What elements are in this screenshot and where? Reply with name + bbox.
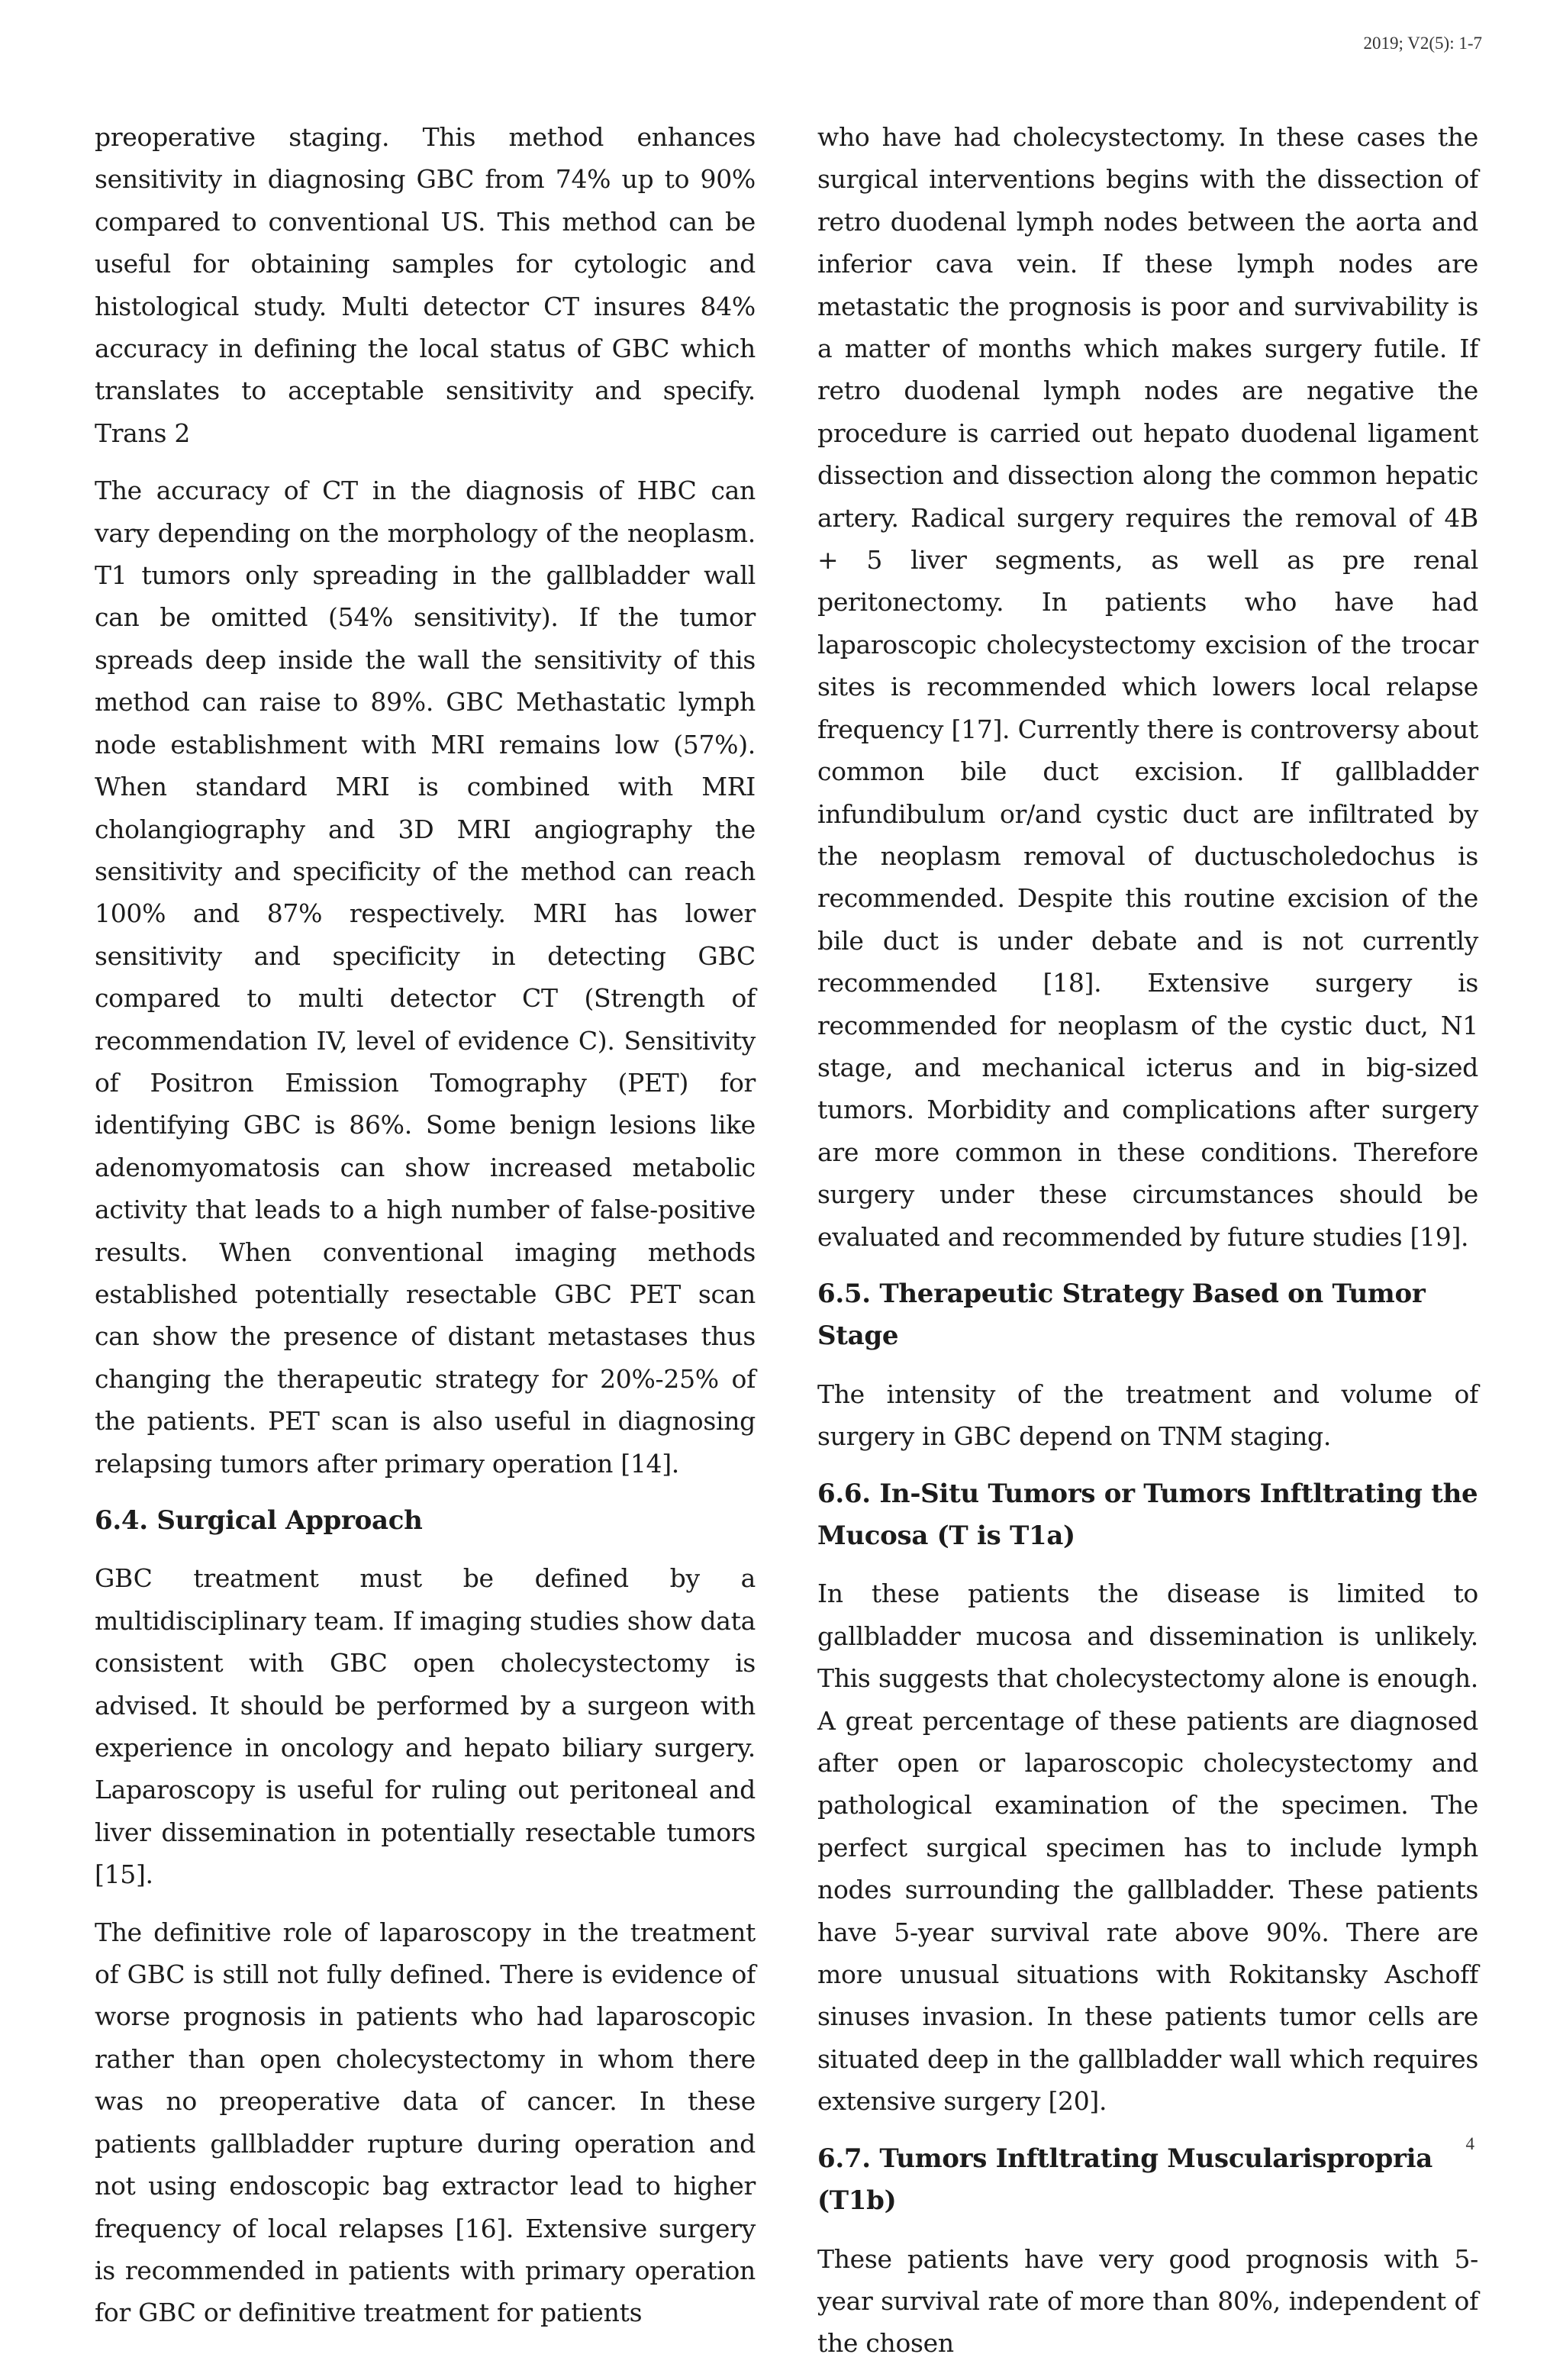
section-heading-in-situ-tumors: 6.6. In-Situ Tumors or Tumors Inftltrating the Mucosa (T is T1a) [817,1478,1478,1551]
paragraph-tnm-staging: The intensity of the treatment and volume of surgery in GBC depend on TNM staging. [817,1379,1478,1452]
left-column [95,116,756,2349]
running-header-citation: 2019; V2(5): 1-7 [1363,34,1482,53]
section-heading-surgical-approach: 6.4. Surgical Approach [95,1505,423,1536]
paragraph-laparoscopy-role: The definitive role of laparoscopy in the treatment of GBC is still not fully defined. There is evidence of worse prognosis in patients who had laparoscopic rather than open cholecystectomy in whom there was no preoperative data of cancer. In these patients gallbladder rupture during operation and not using endoscopic bag extractor lead to higher frequency of local relapses [16]. Extensive surgery is recommended in patients with primary operation for GBC or definitive treatment for patients [95,1917,756,2328]
paragraph-mucosa-disease: In these patients the disease is limited to gallbladder mucosa and dissemination is unlikely. This suggests that cholecystectomy alone is enough. A great percentage of these patients are diagnosed after open or laparoscopic cholecystectomy and pathological examination of the specimen. The perfect surgical specimen has to include lymph nodes surrounding the gallbladder. These patients have 5-year survival rate above 90%. There are more unusual situations with Rokitansky Aschoff sinuses invasion. In these patients tumor cells are situated deep in the gallbladder wall which requires extensive surgery [20]. [817,1579,1478,2117]
paragraph-cholecystectomy-interventions: who have had cholecystectomy. In these cases the surgical interventions begins with the dissection of retro duodenal lymph nodes between the aorta and inferior cava vein. If these lymph nodes are metastatic the prognosis is poor and survivability is a matter of months which makes surgery futile. If retro duodenal lymph nodes are negative the procedure is carried out hepato duodenal ligament dissection and dissection along the common hepatic artery. Radical surgery requires the removal of 4B + 5 liver segments, as well as pre renal peritonectomy. In patients who have had laparoscopic cholecystectomy excision of the trocar sites is recommended which lowers local relapse frequency [17]. Currently there is controversy about common bile duct excision. If gallbladder infundibulum or/and cystic duct are infiltrated by the neoplasm removal of ductuscholedochus is recommended. Despite this routine excision of the bile duct is under debate and is not currently recommended [18]. Extensive surgery is recommended for neoplasm of the cystic duct, N1 stage, and mechanical icterus and in big-sized tumors. Morbidity and complications after surgery are more common in these conditions. Therefore surgery under these circumstances should be evaluated and recommended by future studies [19]. [817,122,1478,1252]
right-column [817,116,1478,2380]
paragraph-ct-accuracy: The accuracy of CT in the diagnosis of HBC can vary depending on the morphology of the neoplasm. T1 tumors only spreading in the gallbladder wall can be omitted (54% sensitivity). If the tumor spreads deep inside the wall the sensitivity of this method can raise to 89%. GBC Methastatic lymph node establishment with MRI remains low (57%). When standard MRI is combined with MRI cholangiography and 3D MRI angiography the sensitivity and specificity of the method can reach 100% and 87% respectively. MRI has lower sensitivity and specificity in detecting GBC compared to multi detector CT (Strength of recommendation IV, level of evidence C). Sensitivity of Positron Emission Tomography (PET) for identifying GBC is 86%. Some benign lesions like adenomyomatosis can show increased metabolic activity that leads to a high number of false-positive results. When conventional imaging methods established potentially resectable GBC PET scan can show the presence of distant metastases thus changing the therapeutic strategy for 20%-25% of the patients. PET scan is also useful in diagnosing relapsing tumors after primary operation [14]. [95,476,756,1479]
paragraph-multidisciplinary-team: GBC treatment must be defined by a multidisciplinary team. If imaging studies show data consistent with GBC open cholecystectomy is advised. It should be performed by a surgeon with experience in oncology and hepato biliary surgery. Laparoscopy is useful for ruling out peritoneal and liver dissemination in potentially resectable tumors [15]. [95,1563,756,1890]
paragraph-t1b-prognosis: These patients have very good prognosis with 5-year survival rate of more than 80%, independent of the chosen [817,2243,1478,2359]
section-heading-muscularispropria: 6.7. Tumors Inftltrating Muscularispropria (T1b) [817,2143,1432,2217]
page-number: 4 [1465,2134,1474,2153]
section-heading-therapeutic-strategy: 6.5. Therapeutic Strategy Based on Tumor Stage [817,1278,1426,1352]
paragraph-preoperative-staging: preoperative staging. This method enhances sensitivity in diagnosing GBC from 74% up to 90% compared to conventional US. This method can be useful for obtaining samples for cytologic and histological study. Multi detector CT insures 84% accuracy in defining the local status of GBC which translates to acceptable sensitivity and specify. Trans 2 [95,122,756,448]
